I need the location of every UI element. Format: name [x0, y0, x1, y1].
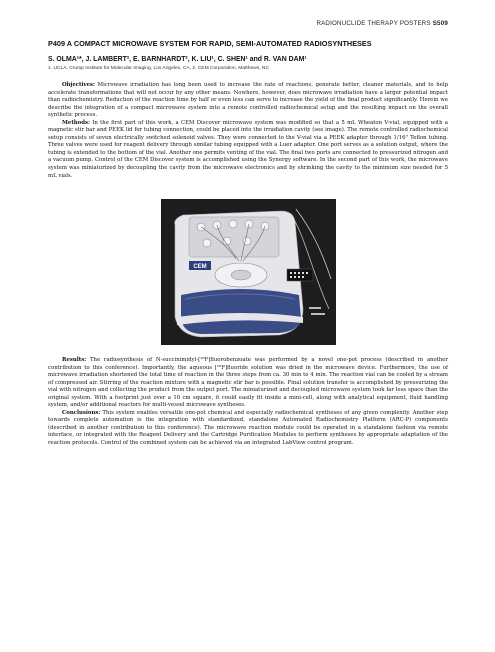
methods-text: In the first part of this work, a CEM Discover microwave system was modified so that a 5 mL Wheaton V-vial, equipped with a magnetic stir bar and PEEK lid for tubing connection, could be placed into the irradiation cavity (see image). The remote controlled radiochemical setup consists of seven electrically switched solenoid valves. They were connected to the V-vial via a PEEK adapter through 1/16" Teflon tubing. Three valves were used for reagent delivery through similar tubing equipped with a Luer adapter. One port serves as a solution output, where the tubing is extended to the bottom of the vial. Another one permits venting of the vial. The final two ports are connected to pressurized nitrogen and a vacuum pump. Control of the CEM Discover system is accomplished using the Synergy software. In the second part of this work, the microwave system was miniaturized by decoupling the cavity from the microwave electronics and by shrinking the cavity to the minimum size needed for 5 mL vials. [48, 119, 448, 179]
section-name: RADIONUCLIDE THERAPY POSTERS [316, 20, 431, 27]
affiliations: 1. UCLA, Crump Institute for Molecular Imaging, Los Angeles, CA, 2. CEM Corporation, Matthews, NC [48, 66, 269, 71]
author-list: S. OLMA¹*, J. LAMBERT², E. BARNHARDT², K. LIU¹, C. SHEN¹ and R. VAN DAM¹ [48, 56, 307, 63]
microwave-device-photo [161, 199, 336, 345]
conclusions-paragraph [48, 410, 448, 448]
device-illustration [161, 199, 336, 345]
results-text: The radiosynthesis of N-succinimidyl-[¹⁸F]fluorobenzoate was performed by a novel one-pot process (described in another contribution to this conference). Importantly, the aqueous [¹⁸F]fluoride solution was dried in the microwave device. Furthermore, the use of microwave irradiation shortened the total time of reaction in the three steps from ca. 30 min to 4 min. The reaction vial can be cooled by a stream of compressed air. Stirring of the reaction mixture with a magnetic stir bar is possible. Final solution transfer is accomplished by pressurizing the vial with nitrogen and collecting the product from the output port. The miniaturized and decoupled microwave system took far less space than the original system. With a footprint just over a 10 cm square, it could easily fit inside a mini-cell, along with analytical equipment, fluid handling system, and/or additional reactors for multi-vessel microwave syntheses. [48, 357, 448, 409]
methods-label: Methods: [62, 119, 90, 126]
methods-paragraph [48, 120, 448, 180]
abstract-body-top [48, 82, 448, 180]
results-label: Results: [62, 357, 87, 363]
objectives-paragraph [48, 82, 448, 120]
running-head [316, 20, 448, 27]
objectives-text: Microwave irradiation has long been used to increase the rate of reactions, generate better, cleaner materials, and to help accelerate transformations that will not occur by any other means. Nowhere, however, does microwave irradiation have a larger potential impact than radiochemistry. Reduction of the reaction time by half or even less can serve to increase the yield of the final product significantly. Herein we describe the integration of a compact microwave system into a remote controlled radiochemical setup and the resulting impact on the overall synthetic process. [48, 82, 448, 119]
device-logo-text: CEM [193, 264, 207, 270]
conclusions-text: This system enables versatile one-pot chemical and especially radiochemical syntheses of any given complexity. Another step towards complete automation is the integration with standardized, standalone Automated Radiochemistry Platform (ARC-P) components (described in another contribution to this conference). The microwave reaction module could be operated in a standalone fashion via remote interface, or integrated with the Reagent Delivery and the Cartridge Purification Modules to perform syntheses by appropriate adaptation of the reaction protocols. Control of the combined system can be achieved via an integrated LabView control program. [48, 409, 448, 447]
results-paragraph [48, 357, 448, 410]
abstract-title: P409 A COMPACT MICROWAVE SYSTEM FOR RAPID, SEMI-AUTOMATED RADIOSYNTHESES [48, 39, 372, 48]
page-number: S509 [432, 20, 448, 27]
objectives-label: Objectives: [62, 82, 95, 88]
abstract-body-bottom [48, 357, 448, 448]
conclusions-label: Conclusions: [62, 409, 101, 416]
